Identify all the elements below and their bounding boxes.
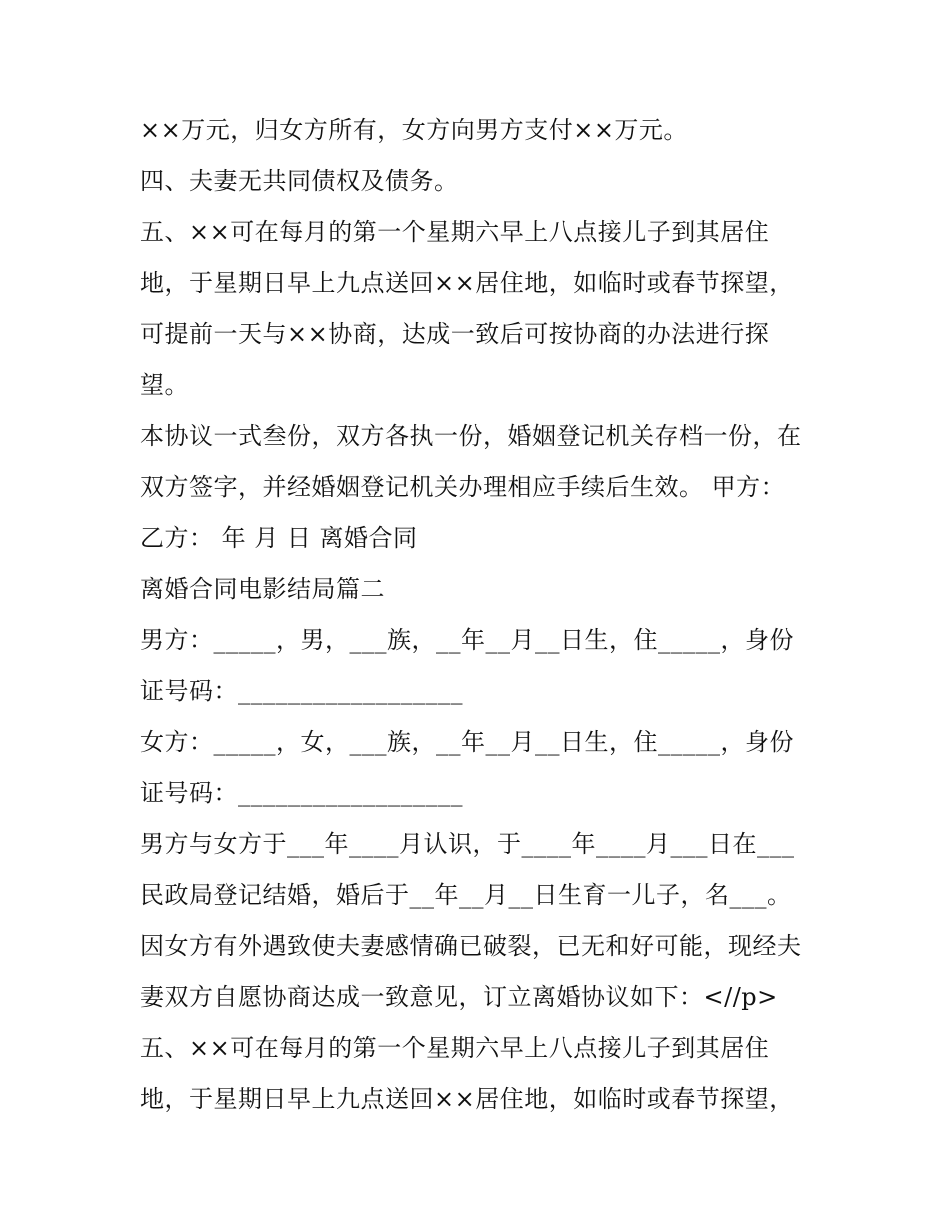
text-line: 双方签字，并经婚姻登记机关办理相应手续后生效。 甲方：: [140, 473, 786, 501]
text-line: 五、××可在每月的第一个星期六早上八点接儿子到其居住: [140, 1034, 770, 1062]
text-line: 四、夫妻无共同债权及债务。: [140, 167, 459, 195]
text-line: 望。: [140, 371, 189, 399]
text-line: 可提前一天与××协商，达成一致后可按协商的办法进行探: [140, 320, 770, 348]
text-line: 男方：_____，男，___族，__年__月__日生，住_____，身份: [140, 626, 794, 654]
section-heading: 离婚合同电影结局篇二: [140, 575, 385, 603]
text-line: 本协议一式叁份，双方各执一份，婚姻登记机关存档一份，在: [140, 422, 802, 450]
text-line: 妻双方自愿协商达成一致意见，订立离婚协议如下：<//p>: [140, 983, 778, 1011]
text-line: ××万元，归女方所有，女方向男方支付××万元。: [140, 116, 688, 144]
text-line: 女方：_____，女，___族，__年__月__日生，住_____，身份: [140, 728, 794, 756]
text-line: 五、××可在每月的第一个星期六早上八点接儿子到其居住: [140, 218, 770, 246]
text-line: 因女方有外遇致使夫妻感情确已破裂，已无和好可能，现经夫: [140, 932, 802, 960]
text-line: 地，于星期日早上九点送回××居住地，如临时或春节探望，: [140, 1085, 794, 1113]
text-line: 证号码：__________________: [140, 779, 463, 807]
text-line: 男方与女方于___年____月认识，于____年____月___日在___: [140, 830, 795, 858]
text-line: 证号码：__________________: [140, 677, 463, 705]
text-line: 民政局登记结婚，婚后于__年__月__日生育一儿子，名___。: [140, 881, 792, 909]
text-line: 乙方： 年 月 日 离婚合同: [140, 524, 418, 552]
text-line: 地，于星期日早上九点送回××居住地，如临时或春节探望，: [140, 269, 794, 297]
